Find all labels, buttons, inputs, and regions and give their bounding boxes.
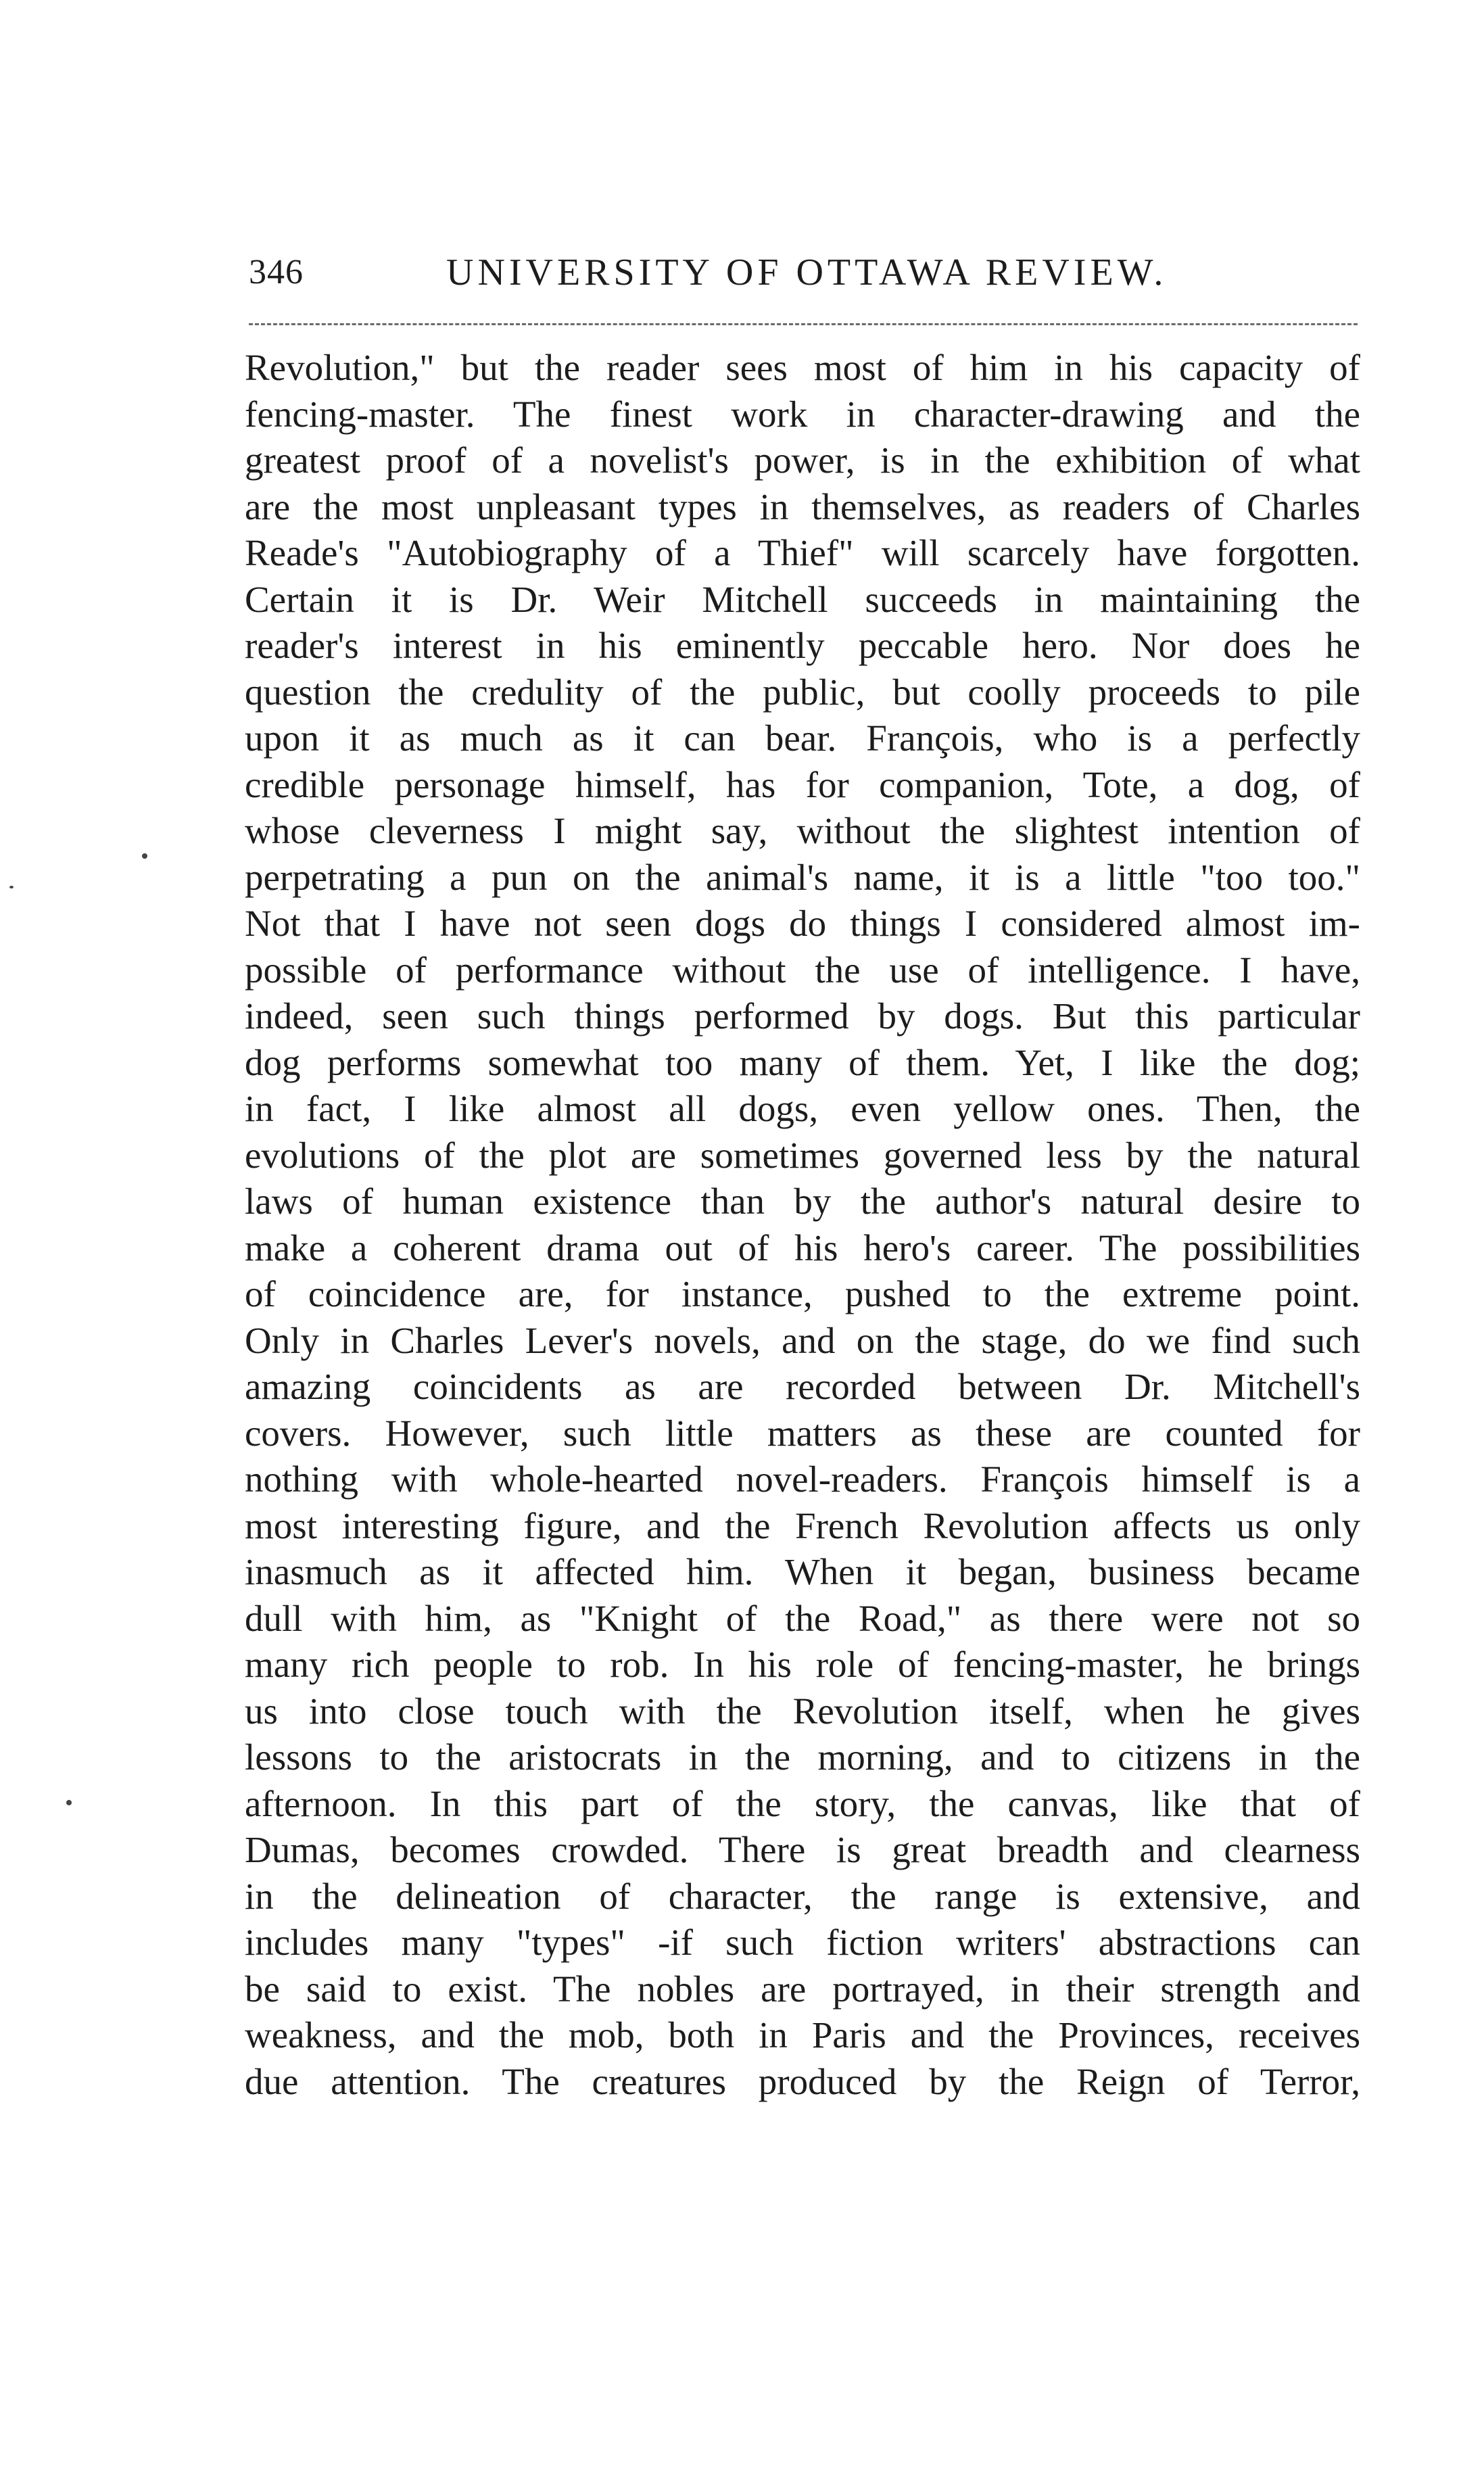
text-line: us into close touch with the Revolution itself, when he gives — [245, 1690, 1360, 1732]
text-line: whose cleverness I might say, without the slightest intention of — [245, 810, 1360, 851]
text-line: laws of human existence than by the author's natural desire to — [245, 1181, 1360, 1222]
text-line: includes many "types" -if such fiction writers' abstractions can — [245, 1922, 1360, 1963]
margin-speck — [66, 1800, 72, 1805]
journal-title: UNIVERSITY OF OTTAWA REVIEW. — [446, 252, 1168, 293]
text-line: Only in Charles Lever's novels, and on the stage, do we find such — [245, 1319, 1360, 1361]
running-head — [249, 249, 1358, 296]
text-line: lessons to the aristocrats in the morning, and to citizens in the — [245, 1736, 1360, 1778]
text-line: Not that I have not seen dogs do things I considered almost im- — [245, 903, 1360, 944]
margin-speck — [9, 886, 14, 888]
text-line: be said to exist. The nobles are portrayed, in their strength and — [245, 1968, 1360, 2010]
text-line: due attention. The creatures produced by the Reign of Terror, — [245, 2060, 1360, 2102]
text-line: of coincidence are, for instance, pushed to the extreme point. — [245, 1273, 1360, 1314]
text-line: fencing-master. The finest work in character-drawing and the — [245, 393, 1360, 435]
text-line: dog performs somewhat too many of them. Yet, I like the dog; — [245, 1041, 1360, 1083]
text-line: indeed, seen such things performed by dogs. But this particular — [245, 995, 1360, 1037]
text-line: make a coherent drama out of his hero's career. The possibilities — [245, 1227, 1360, 1268]
page-number: 346 — [249, 253, 304, 291]
text-line: credible personage himself, has for companion, Tote, a dog, of — [245, 763, 1360, 805]
text-line: are the most unpleasant types in themselves, as readers of Charles — [245, 485, 1360, 527]
margin-speck — [142, 853, 147, 859]
text-line: greatest proof of a novelist's power, is in the exhibition of what — [245, 440, 1360, 481]
text-line: question the credulity of the public, but coolly proceeds to pile — [245, 671, 1360, 713]
text-line: upon it as much as it can bear. François, who is a perfectly — [245, 717, 1360, 759]
text-line: Revolution," but the reader sees most of him in his capacity of — [245, 347, 1360, 388]
text-line: Reade's "Autobiography of a Thief" will scarcely have forgotten. — [245, 532, 1360, 573]
text-line: dull with him, as "Knight of the Road," as there were not so — [245, 1597, 1360, 1639]
text-line: inasmuch as it affected him. When it began, business became — [245, 1551, 1360, 1592]
text-line: afternoon. In this part of the story, the canvas, like that of — [245, 1782, 1360, 1824]
text-line: evolutions of the plot are sometimes governed less by the natural — [245, 1134, 1360, 1176]
text-line: weakness, and the mob, both in Paris and the Provinces, receives — [245, 2014, 1360, 2056]
text-line: perpetrating a pun on the animal's name, it is a little "too too." — [245, 856, 1360, 898]
text-line: amazing coincidents as are recorded between Dr. Mitchell's — [245, 1366, 1360, 1407]
text-line: many rich people to rob. In his role of fencing-master, he brings — [245, 1644, 1360, 1685]
text-line: reader's interest in his eminently peccable hero. Nor does he — [245, 625, 1360, 666]
text-line: nothing with whole-hearted novel-readers. François himself is a — [245, 1458, 1360, 1500]
text-line: possible of performance without the use of intelligence. I have, — [245, 949, 1360, 991]
text-line: in fact, I like almost all dogs, even yellow ones. Then, the — [245, 1088, 1360, 1129]
text-line: covers. However, such little matters as these are counted for — [245, 1412, 1360, 1454]
text-line: most interesting figure, and the French Revolution affects us only — [245, 1504, 1360, 1546]
text-line: Certain it is Dr. Weir Mitchell succeeds in maintaining the — [245, 578, 1360, 620]
text-line: Dumas, becomes crowded. There is great breadth and clearness — [245, 1829, 1360, 1870]
text-line: in the delineation of character, the range is extensive, and — [245, 1875, 1360, 1917]
body-text — [245, 345, 1360, 2105]
header-rule — [249, 323, 1358, 325]
